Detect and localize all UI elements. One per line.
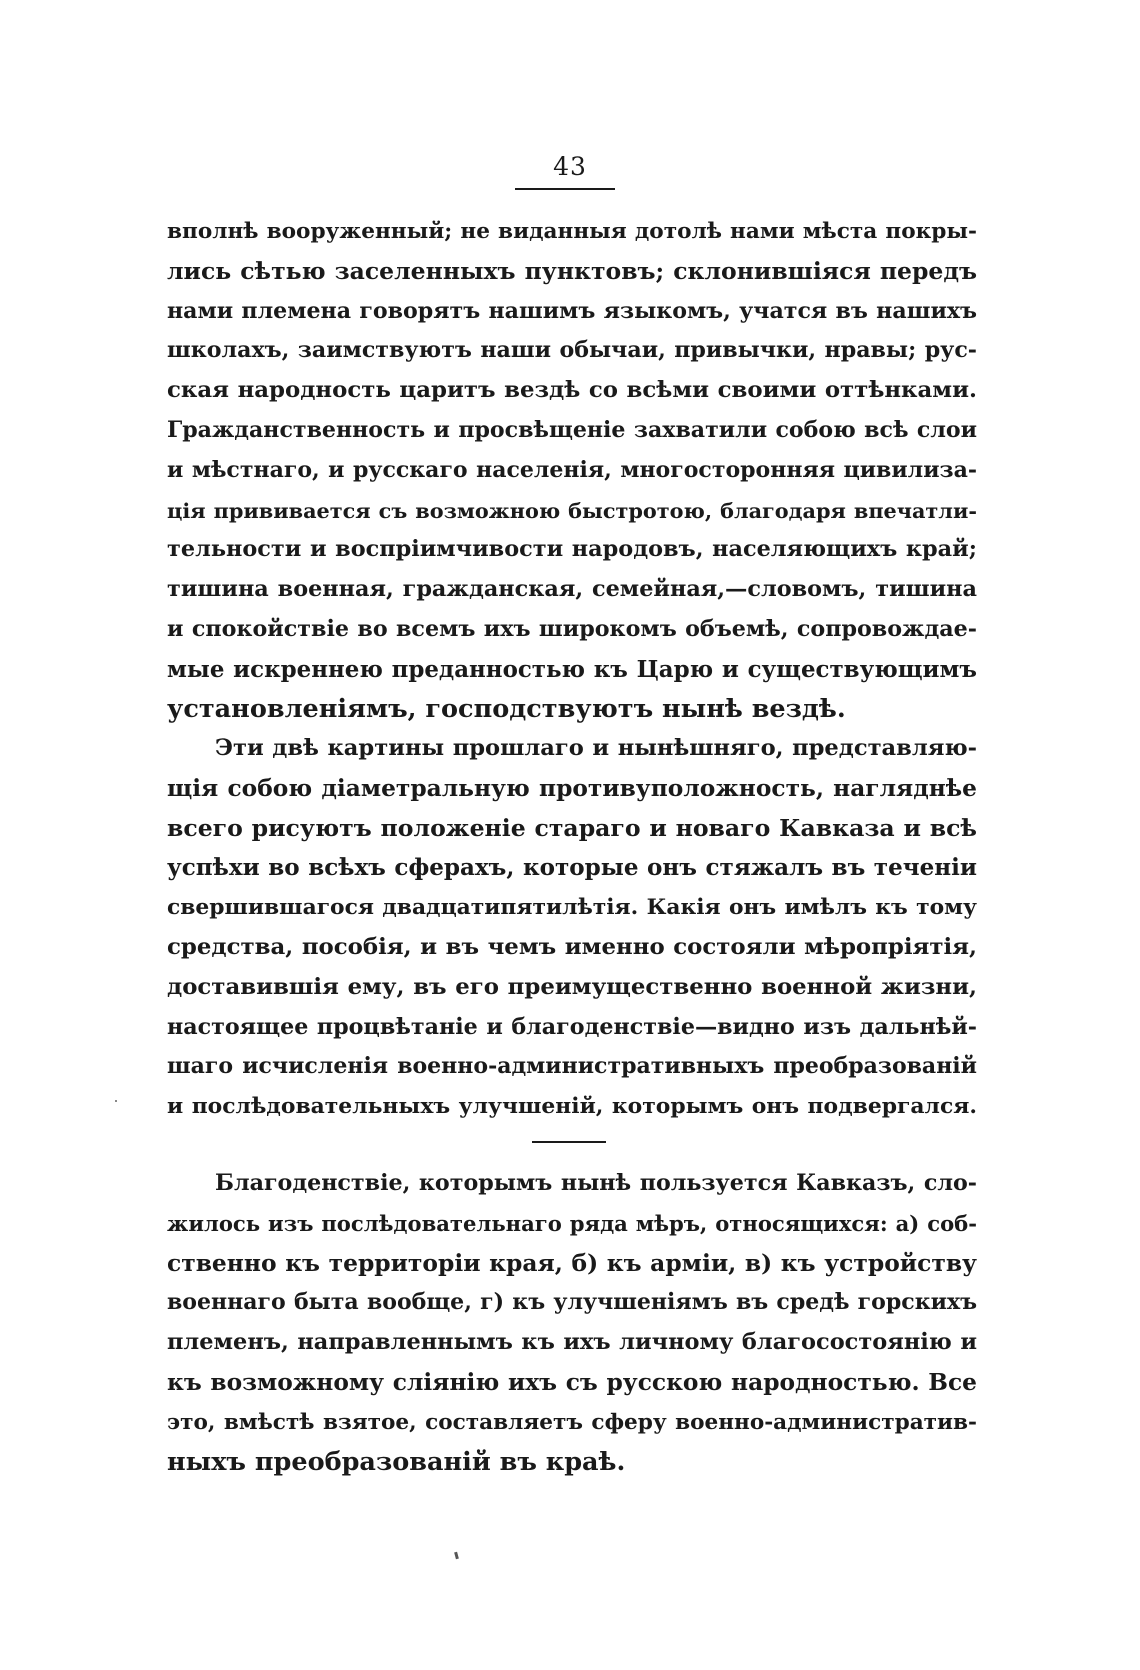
text-line: Благоденствіе, которымъ нынѣ пользуется Кавказъ, сло- <box>215 1170 977 1196</box>
text-line: всего рисуютъ положеніе стараго и новаго Кавказа и всѣ <box>167 813 977 842</box>
text-line: установленіямъ, господствуютъ нынѣ вездѣ. <box>167 693 846 724</box>
print-speck <box>454 1552 459 1560</box>
text-line: мые искреннею преданностью къ Царю и существующимъ <box>167 655 977 683</box>
text-line: ственно къ территоріи края, б) къ арміи, в) къ устройству <box>167 1248 977 1277</box>
text-line: доставившія ему, въ его преимущественно военной жизни, <box>167 973 977 1000</box>
text-line: успѣхи во всѣхъ сферахъ, которые онъ стяжалъ въ теченіи <box>167 854 977 882</box>
text-line: шаго исчисленія военно-административныхъ преобразованій <box>167 1053 977 1080</box>
section-divider <box>532 1141 606 1143</box>
text-line: нами племена говорятъ нашимъ языкомъ, учатся въ нашихъ <box>167 297 977 324</box>
print-dot <box>115 1100 117 1102</box>
text-line: и спокойствіе во всемъ ихъ широкомъ объемѣ, сопровождае- <box>167 615 977 642</box>
text-line: щія собою діаметральную противуположность, нагляднѣе <box>167 774 977 802</box>
text-line: и мѣстнаго, и русскаго населенія, многосторонняя цивилиза- <box>167 456 977 483</box>
paragraph-continuation <box>167 212 977 729</box>
text-line: тельности и воспріимчивости народовъ, населяющихъ край; <box>167 536 977 563</box>
text-line: свершившагося двадцатипятилѣтія. Какія онъ имѣлъ къ тому <box>167 895 977 921</box>
text-line: къ возможному сліянію ихъ съ русскою народностью. Все <box>167 1368 977 1396</box>
text-line: Эти двѣ картины прошлаго и нынѣшняго, представляю- <box>215 735 977 761</box>
text-line: это, вмѣстѣ взятое, составляетъ сферу военно-административ- <box>167 1409 977 1435</box>
text-line: ская народность царитъ вездѣ со всѣми своими оттѣнками. <box>167 377 977 404</box>
text-line: военнаго быта вообще, г) къ улучшеніямъ въ средѣ горскихъ <box>167 1289 977 1316</box>
text-line: настоящее процвѣтаніе и благоденствіе—видно изъ дальнѣй- <box>167 1013 977 1040</box>
text-line: и послѣдовательныхъ улучшеній, которымъ онъ подвергался. <box>167 1093 977 1120</box>
text-line: вполнѣ вооруженный; не виданныя дотолѣ нами мѣста покры- <box>167 219 977 244</box>
text-line: ныхъ преобразованій въ краѣ. <box>167 1446 626 1477</box>
text-line: тишина военная, гражданская, семейная,—словомъ, тишина <box>167 576 977 603</box>
text-line: жилось изъ послѣдовательнаго ряда мѣръ, относящихся: а) соб- <box>167 1210 977 1236</box>
paragraph-prosperity <box>167 1164 977 1482</box>
header-rule <box>515 188 615 190</box>
page-number: 43 <box>553 152 587 181</box>
text-line: племенъ, направленнымъ къ ихъ личному благосостоянію и <box>167 1329 977 1356</box>
text-line: школахъ, заимствуютъ наши обычаи, привычки, нравы; рус- <box>167 337 977 364</box>
text-line: ція прививается съ возможною быстротою, благодаря впечатли- <box>167 497 977 523</box>
text-line: Гражданственность и просвѣщеніе захватили собою всѣ слои <box>167 416 977 443</box>
text-line: лись сѣтью заселенныхъ пунктовъ; склонившіяся передъ <box>167 256 977 285</box>
text-line: средства, пособія, и въ чемъ именно состояли мѣропріятія, <box>167 933 977 960</box>
paragraph-two-pictures <box>167 729 977 1127</box>
